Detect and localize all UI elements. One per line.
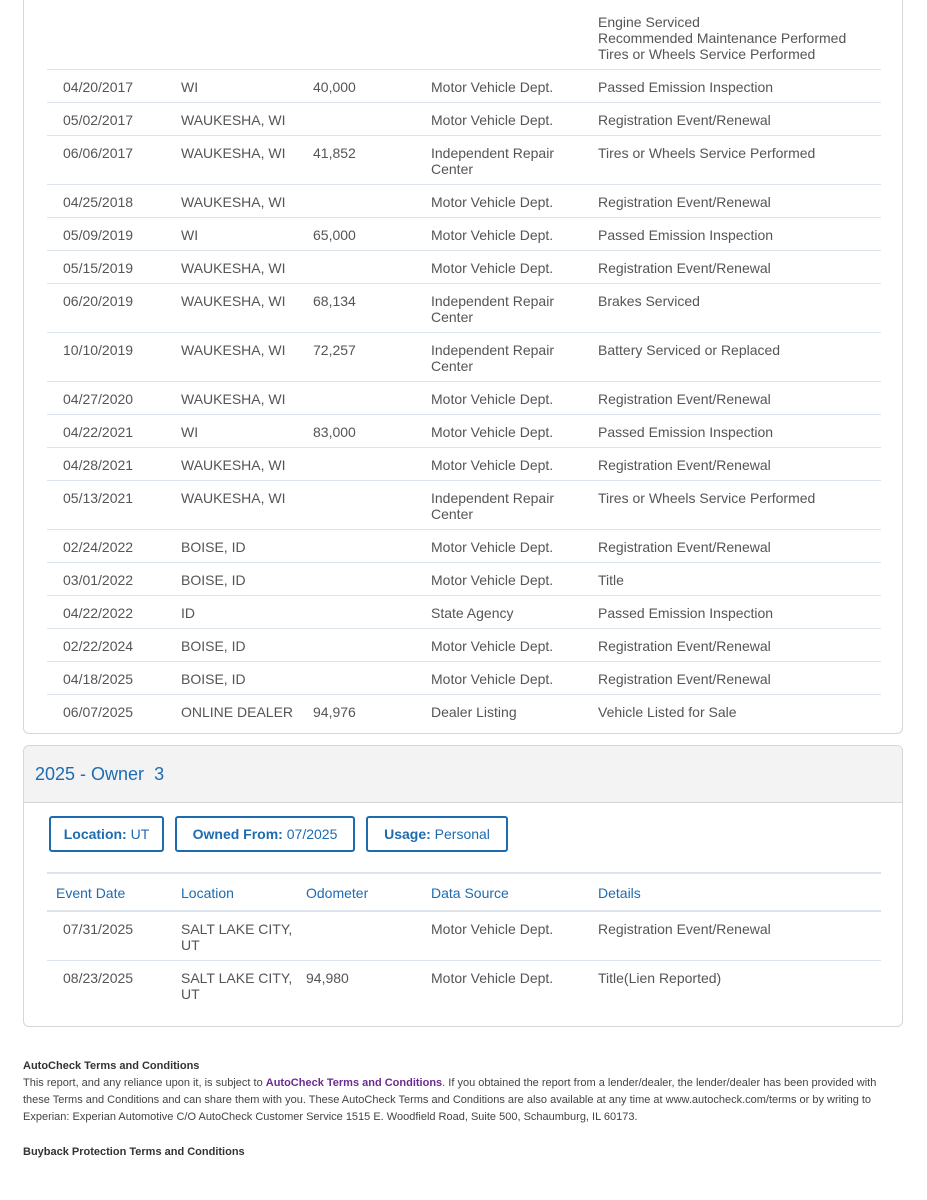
- data-source-cell: Motor Vehicle Dept.: [431, 629, 598, 662]
- data-source-cell: State Agency: [431, 596, 598, 629]
- table-row: [47, 563, 881, 596]
- details-cell: [598, 563, 881, 596]
- location-cell: SALT LAKE CITY, UT: [181, 970, 293, 1002]
- location-cell: WAUKESHA, WI: [181, 251, 313, 284]
- detail-line: Registration Event/Renewal: [598, 194, 771, 210]
- location-cell: BOISE, ID: [181, 530, 313, 563]
- detail-line: Registration Event/Renewal: [598, 539, 771, 555]
- owner-year-label: 2025 - Owner: [35, 764, 145, 784]
- location-cell: WI: [181, 218, 313, 251]
- detail-line: Registration Event/Renewal: [598, 671, 771, 687]
- header-odometer[interactable]: Odometer: [306, 873, 431, 911]
- detail-line: Registration Event/Renewal: [598, 457, 771, 473]
- event-date-cell: 04/22/2021: [47, 415, 181, 448]
- details-cell: [598, 284, 881, 333]
- table-row: [47, 333, 881, 382]
- owned-from-value: 07/2025: [286, 826, 338, 842]
- location-cell: WI: [181, 415, 313, 448]
- owner-3-header: [24, 746, 902, 803]
- data-source-cell: Dealer Listing: [431, 704, 517, 720]
- table-row: [47, 185, 881, 218]
- details-cell: [598, 961, 881, 1010]
- location-cell: WAUKESHA, WI: [181, 284, 313, 333]
- detail-line: Passed Emission Inspection: [598, 227, 774, 243]
- table-row: [47, 284, 881, 333]
- event-date-cell: 08/23/2025: [63, 970, 134, 986]
- detail-line: Vehicle Listed for Sale: [598, 704, 737, 720]
- data-source-cell: Independent Repair Center: [431, 333, 598, 382]
- location-cell: WAUKESHA, WI: [181, 103, 313, 136]
- detail-line: Tires or Wheels Service Performed: [598, 490, 816, 506]
- header-data-source[interactable]: Data Source: [431, 873, 598, 911]
- owner-3-card: [23, 745, 903, 1027]
- usage-label: Usage:: [384, 826, 431, 842]
- data-source-cell: Motor Vehicle Dept.: [431, 251, 598, 284]
- event-date-cell: 05/15/2019: [47, 251, 181, 284]
- odometer-cell: [313, 530, 431, 563]
- detail-line: Title(Lien Reported): [598, 970, 722, 986]
- location-cell: BOISE, ID: [181, 629, 313, 662]
- location-label: Location:: [63, 826, 127, 842]
- details-cell: [598, 415, 881, 448]
- event-date-cell: 06/07/2025: [63, 704, 134, 720]
- odometer-cell: [313, 10, 431, 70]
- detail-line: Engine Serviced: [598, 14, 700, 30]
- event-date-cell: 03/01/2022: [47, 563, 181, 596]
- location-cell: WAUKESHA, WI: [181, 136, 313, 185]
- event-date-cell: 05/13/2021: [47, 481, 181, 530]
- location-cell: BOISE, ID: [181, 662, 313, 695]
- table-row: [47, 448, 881, 481]
- details-cell: [598, 695, 881, 728]
- detail-line: Registration Event/Renewal: [598, 638, 771, 654]
- terms-text: [23, 1075, 903, 1126]
- table-header-row: [47, 873, 881, 911]
- location-cell: [181, 10, 313, 70]
- event-date-cell: 04/18/2025: [47, 662, 181, 695]
- table-row: [47, 662, 881, 695]
- event-date-cell: 04/27/2020: [47, 382, 181, 415]
- location-cell: ID: [181, 596, 313, 629]
- event-date-cell: 06/06/2017: [47, 136, 181, 185]
- location-cell: SALT LAKE CITY, UT: [181, 911, 306, 961]
- header-location[interactable]: Location: [181, 873, 306, 911]
- buyback-heading: Buyback Protection Terms and Conditions: [23, 1146, 245, 1158]
- data-source-cell: Motor Vehicle Dept.: [431, 911, 598, 961]
- data-source-cell: [431, 10, 598, 70]
- details-cell: [598, 103, 881, 136]
- detail-line: Registration Event/Renewal: [598, 391, 771, 407]
- data-source-cell: Motor Vehicle Dept.: [431, 415, 598, 448]
- terms-text-after: . If you obtained the report from a lender/dealer, the lender/dealer has been provided with these Terms and Conditions and can share them with you. These AutoCheck Terms and Conditions are also available at any time at www.autocheck.com/terms or by writing to Experian: Experian Automotive C/O AutoCheck Customer Service 1515 E. Woodfield Road, Suite 500, Schaumburg, IL 60173.: [23, 1077, 877, 1123]
- terms-section: [23, 1058, 903, 1126]
- odometer-cell: 83,000: [313, 415, 431, 448]
- table-row: [47, 10, 881, 70]
- event-date-cell: 05/09/2019: [47, 218, 181, 251]
- data-source-cell: Motor Vehicle Dept.: [431, 218, 598, 251]
- odometer-cell: [313, 185, 431, 218]
- details-cell: [598, 333, 881, 382]
- data-source-cell: Independent Repair Center: [431, 136, 598, 185]
- odometer-cell: 72,257: [313, 333, 431, 382]
- event-date-cell: 04/25/2018: [47, 185, 181, 218]
- owned-from-badge: [175, 816, 355, 852]
- detail-line: Recommended Maintenance Performed: [598, 30, 847, 46]
- terms-link[interactable]: AutoCheck Terms and Conditions: [265, 1077, 443, 1089]
- data-source-cell: Motor Vehicle Dept.: [431, 970, 554, 986]
- location-cell: WAUKESHA, WI: [181, 185, 313, 218]
- details-cell: [598, 382, 881, 415]
- table-row: [47, 251, 881, 284]
- detail-line: Battery Serviced or Replaced: [598, 342, 781, 358]
- table-row: [47, 596, 881, 629]
- table-row: [47, 136, 881, 185]
- odometer-cell: 68,134: [313, 284, 431, 333]
- details-cell: [598, 530, 881, 563]
- detail-line: Passed Emission Inspection: [598, 79, 774, 95]
- data-source-cell: Motor Vehicle Dept.: [431, 563, 598, 596]
- detail-line: Registration Event/Renewal: [598, 260, 771, 276]
- table-row: [47, 530, 881, 563]
- details-cell: [598, 596, 881, 629]
- detail-line: Brakes Serviced: [598, 293, 700, 309]
- terms-text-before: This report, and any reliance upon it, is subject to: [23, 1077, 266, 1089]
- detail-line: Passed Emission Inspection: [598, 424, 774, 440]
- data-source-cell: Motor Vehicle Dept.: [431, 70, 598, 103]
- table-row: [47, 70, 881, 103]
- odometer-cell: 41,852: [313, 136, 431, 185]
- event-date-cell: 04/20/2017: [47, 70, 181, 103]
- odometer-cell: [313, 251, 431, 284]
- details-cell: [598, 185, 881, 218]
- detail-line: Tires or Wheels Service Performed: [598, 145, 816, 161]
- event-date-cell: 02/22/2024: [47, 629, 181, 662]
- owned-from-label: Owned From:: [192, 826, 283, 842]
- table-row: [47, 415, 881, 448]
- usage-badge: [366, 816, 508, 852]
- location-cell: WAUKESHA, WI: [181, 481, 313, 530]
- detail-line: Passed Emission Inspection: [598, 605, 774, 621]
- header-details[interactable]: Details: [598, 873, 881, 911]
- event-date-cell: 04/22/2022: [47, 596, 181, 629]
- table-row: [47, 103, 881, 136]
- event-date-cell: [47, 10, 181, 70]
- odometer-cell: 40,000: [313, 70, 431, 103]
- table-row: [47, 218, 881, 251]
- details-cell: [598, 662, 881, 695]
- odometer-cell: [313, 448, 431, 481]
- data-source-cell: Motor Vehicle Dept.: [431, 103, 598, 136]
- table-row: [47, 911, 881, 961]
- event-date-cell: 10/10/2019: [47, 333, 181, 382]
- event-date-cell: 04/28/2021: [47, 448, 181, 481]
- event-date-cell: 02/24/2022: [47, 530, 181, 563]
- odometer-cell: [313, 481, 431, 530]
- usage-value: Personal: [434, 826, 490, 842]
- details-cell: [598, 10, 881, 70]
- event-date-cell: 07/31/2025: [47, 911, 181, 961]
- odometer-cell: [306, 911, 431, 961]
- odometer-cell: [313, 629, 431, 662]
- location-value: UT: [130, 826, 150, 842]
- location-cell: WAUKESHA, WI: [181, 382, 313, 415]
- details-cell: [598, 70, 881, 103]
- location-cell: WAUKESHA, WI: [181, 333, 313, 382]
- terms-heading: AutoCheck Terms and Conditions: [23, 1060, 200, 1072]
- table-row: [47, 695, 881, 728]
- owner-3-events-table: [47, 872, 881, 1009]
- odometer-cell: 94,976: [313, 704, 356, 720]
- location-cell: BOISE, ID: [181, 563, 313, 596]
- details-cell: [598, 218, 881, 251]
- table-row: [47, 961, 881, 1010]
- buyback-section: [23, 1144, 903, 1161]
- header-event-date[interactable]: Event Date: [47, 873, 181, 911]
- odometer-cell: 65,000: [313, 218, 431, 251]
- event-date-cell: 06/20/2019: [47, 284, 181, 333]
- data-source-cell: Independent Repair Center: [431, 481, 598, 530]
- owner-2-events-table: [47, 10, 881, 727]
- table-row: [47, 382, 881, 415]
- odometer-cell: 94,980: [306, 970, 349, 986]
- data-source-cell: Motor Vehicle Dept.: [431, 448, 598, 481]
- detail-line: Registration Event/Renewal: [598, 112, 771, 128]
- event-date-cell: 05/02/2017: [47, 103, 181, 136]
- location-cell: WI: [181, 70, 313, 103]
- detail-line: Registration Event/Renewal: [598, 921, 771, 937]
- details-cell: [598, 911, 881, 961]
- details-cell: [598, 251, 881, 284]
- location-badge: [49, 816, 164, 852]
- data-source-cell: Motor Vehicle Dept.: [431, 662, 598, 695]
- details-cell: [598, 448, 881, 481]
- table-row: [47, 481, 881, 530]
- odometer-cell: [313, 563, 431, 596]
- details-cell: [598, 481, 881, 530]
- owner-2-history-card: [23, 0, 903, 734]
- odometer-cell: [313, 596, 431, 629]
- odometer-cell: [313, 662, 431, 695]
- location-cell: ONLINE DEALER: [181, 704, 294, 720]
- data-source-cell: Motor Vehicle Dept.: [431, 382, 598, 415]
- owner-3-title: [35, 764, 164, 785]
- data-source-cell: Motor Vehicle Dept.: [431, 530, 598, 563]
- detail-line: Title: [598, 572, 624, 588]
- table-row: [47, 629, 881, 662]
- owner-number: 3: [154, 764, 165, 784]
- odometer-cell: [313, 103, 431, 136]
- location-cell: WAUKESHA, WI: [181, 448, 313, 481]
- detail-line: Tires or Wheels Service Performed: [598, 46, 816, 62]
- data-source-cell: Motor Vehicle Dept.: [431, 185, 598, 218]
- data-source-cell: Independent Repair Center: [431, 284, 598, 333]
- odometer-cell: [313, 382, 431, 415]
- details-cell: [598, 136, 881, 185]
- details-cell: [598, 629, 881, 662]
